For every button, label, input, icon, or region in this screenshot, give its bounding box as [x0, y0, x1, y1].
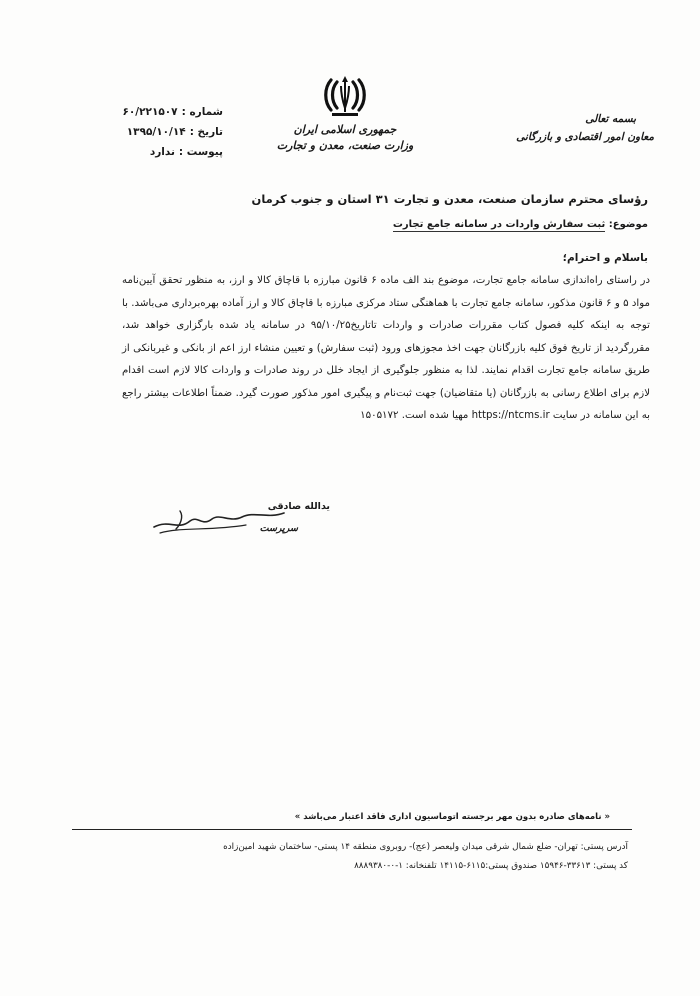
greeting: باسلام و احترام؛	[562, 252, 648, 264]
republic-name-block	[270, 122, 420, 154]
date-value: ۱۳۹۵/۱۰/۱۴	[126, 126, 186, 138]
iran-emblem-icon	[322, 72, 368, 120]
subject-line	[198, 219, 648, 230]
date-label: تاریخ :	[189, 126, 223, 138]
number-label: شماره :	[181, 106, 223, 118]
body-paragraph: در راستای راه‌اندازی سامانه جامع تجارت، موضوع بند الف ماده ۶ قانون مبارزه با قاچاق کالا و ارز، به منظور تحقق آیین‌نامه مواد ۵ و ۶ قانون مذکور، سامانه جامع تجارت با هماهنگی ستاد مرکزی مبارزه با قاچاق کالا و ارز آماده بهره‌برداری می‌باشد. با توجه به اینکه کلیه فصول کتاب مقررات صادرات و واردات تاتاریخ۹۵/۱۰/۲۵ در سامانه یاد شده بارگزاری خواهد شد، مقررگردید از تاریخ فوق کلیه بازرگانان جهت اخذ مجوزهای ورود (ثبت سفارش) و تعیین منشاء ارز اعم از بانکی و غیربانکی از طریق سامانه جامع تجارت اقدام نمایند. لذا به منظور جلوگیری از ایجاد خلل در روند صادرات و واردات کالا لازم است اقدام لازم برای اطلاع رسانی به بازرگانان (یا متقاضیان) جهت ثبت‌نام و پیگیری امور مذکور صورت گیرد. ضمناً اطلاعات بیشتر راجع به این سامانه در سایت https://ntcms.ir مهیا شده است. ۱۵۰۵۱۷۲	[122, 275, 651, 421]
republic-name: جمهوری اسلامی ایران	[293, 123, 397, 136]
letter-meta	[98, 102, 223, 162]
number-value: ۶۰/۲۲۱۵۰۷	[122, 106, 178, 118]
footer-note: « نامه‌های صادره بدون مهر برجسته اتوماسیون اداری فاقد اعتبار می‌باشد »	[294, 812, 610, 822]
addressee: رؤسای محترم سازمان صنعت، معدن و تجارت ۳۱ استان و جنوب کرمان	[251, 192, 648, 206]
subject-text: ثبت سفارش واردات در سامانه جامع تجارت	[392, 219, 606, 230]
ministry-name: وزارت صنعت، معدن و تجارت	[276, 139, 414, 152]
contact-info: کد پستی: ۳۳۶۱۳-۱۵۹۴۶ صندوق پستی:۶۱۱۵-۱۴۱۱۵ تلفنخانه: ۱-۰-۸۸۸۹۳۸۰	[354, 861, 628, 871]
bismillah: بسمه تعالی	[585, 113, 636, 125]
footer-address	[68, 838, 628, 876]
signer-title: سرپرست	[259, 523, 298, 534]
letter-body	[122, 270, 650, 428]
footer-divider	[72, 829, 632, 830]
signer-name: یدالله صادقی	[267, 501, 330, 512]
meta-date-row	[98, 122, 223, 142]
subject-label: موضوع:	[608, 219, 648, 230]
meta-attachment-row	[98, 142, 223, 162]
postal-address: آدرس پستی: تهران- ضلع شمال شرقی میدان ولیعصر (عج)- روبروی منطقه ۱۴ پستی- ساختمان شهید امین‌زاده	[223, 842, 628, 852]
deputy-header	[474, 110, 654, 146]
deputy-name: معاون امور اقتصادی و بازرگانی	[516, 131, 654, 143]
meta-number-row	[98, 102, 223, 122]
attachment-label: پیوست :	[178, 146, 223, 158]
attachment-value: ندارد	[149, 146, 175, 158]
